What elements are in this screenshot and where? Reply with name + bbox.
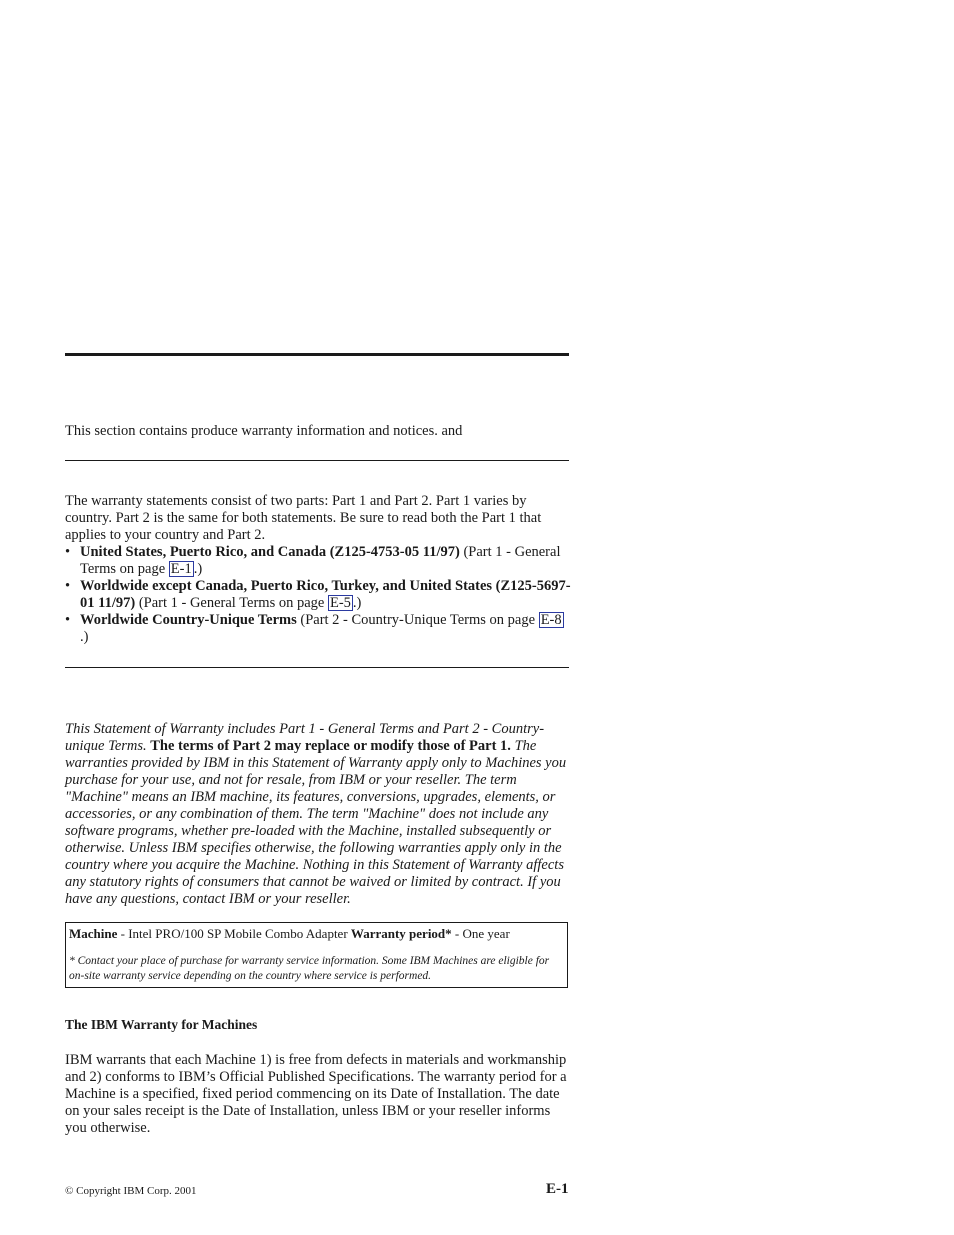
list-item <box>65 544 571 578</box>
machine-label: Machine <box>69 926 118 941</box>
list-item-suffix: .) <box>193 561 203 577</box>
bullet-icon: • <box>65 612 71 628</box>
section-body: IBM warrants that each Machine 1) is free from defects in materials and workmanship and 2) conforms to IBM’s Official Published Specifications. The warranty period for a Machine is a specified, fixed period commencing on its Date of Installation. The date on your sales receipt is the Date of Installation, unless IBM or your reseller informs you otherwise. <box>65 1052 567 1136</box>
warranty-period-label: Warranty period* <box>350 926 452 941</box>
list-item-text: (Part 1 - General Terms on page <box>80 544 561 577</box>
statement-lead: This Statement of Warranty includes Part 1 - General Terms and Part 2 - Country-unique Terms. <box>65 721 545 754</box>
bullet-icon: • <box>65 544 71 560</box>
warranty-period-box <box>65 922 568 988</box>
list-item-suffix: .) <box>352 595 362 611</box>
list-item-title: Worldwide Country-Unique Terms <box>80 612 297 628</box>
list-item <box>65 578 571 612</box>
list-item-title: United States, Puerto Rico, and Canada (Z125-4753-05 11/97) <box>80 544 460 560</box>
warranty-period-value: - One year <box>451 926 510 941</box>
list-item-text: (Part 2 - Country-Unique Terms on page <box>296 612 539 628</box>
bullet-icon: • <box>65 578 71 594</box>
page-xref-link[interactable]: E-5 <box>329 595 351 611</box>
warranty-note: * Contact your place of purchase for warranty service information. Some IBM Machines are eligible for on-site warranty service depending on the country where service is performed. <box>69 955 550 982</box>
section-heading: The IBM Warranty for Machines <box>65 1017 258 1032</box>
page-number: E-1 <box>546 1181 569 1197</box>
chapter-rule <box>65 353 569 356</box>
copyright-notice: © Copyright IBM Corp. 2001 <box>65 1185 197 1197</box>
machine-line <box>69 926 510 941</box>
statement-emphasis: The terms of Part 2 may replace or modify those of Part 1. <box>150 738 511 754</box>
section-rule <box>65 460 569 461</box>
warranty-statement <box>65 721 571 908</box>
list-item <box>65 612 571 646</box>
statement-rest: The warranties provided by IBM in this Statement of Warranty apply only to Machines you purchase for your use, and not for resale, from IBM or your reseller. The term "Machine" means an IBM machine, its features, conversions, upgrades, elements, or accessories, or any combination of them. The term "Machine" does not include any software programs, whether pre-loaded with the Machine, installed subsequently or otherwise. Unless IBM specifies otherwise, the following warranties apply only in the country where you acquire the Machine. Nothing in this Statement of Warranty affects any statutory rights of consumers that cannot be waived or limited by contract. If you have any questions, contact IBM or your reseller. <box>65 738 567 907</box>
list-item-suffix: .) <box>80 629 89 645</box>
list-item-title: Worldwide except Canada, Puerto Rico, Turkey, and United States (Z125-5697-01 11/97) <box>80 578 571 611</box>
parts-paragraph: The warranty statements consist of two parts: Part 1 and Part 2. Part 1 varies by country. Part 2 is the same for both statements. Be sure to read both the Part 1 that applies to your country and Part 2. <box>65 493 542 543</box>
section-rule <box>65 667 569 668</box>
machine-value: - Intel PRO/100 SP Mobile Combo Adapter <box>117 926 351 941</box>
list-item-text: (Part 1 - General Terms on page <box>135 595 328 611</box>
page-xref-link[interactable]: E-1 <box>170 561 192 577</box>
statement-list <box>65 544 571 646</box>
intro-paragraph: This section contains produce warranty information and notices. and <box>65 423 463 439</box>
page-xref-link[interactable]: E-8 <box>540 612 562 628</box>
